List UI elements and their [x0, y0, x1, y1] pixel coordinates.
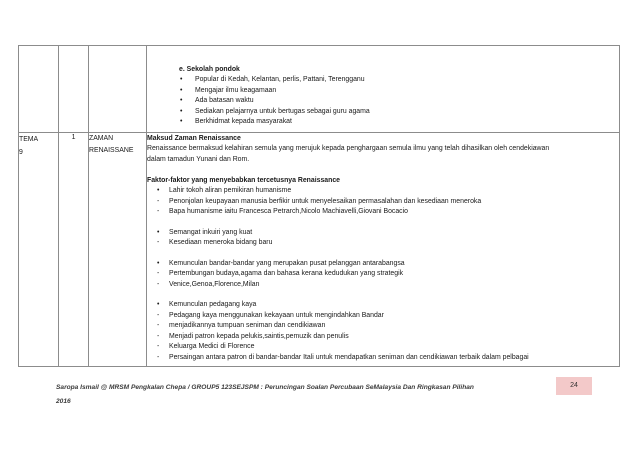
- paragraph-line: Renaissance bermaksud kelahiran semula yang merujuk kepada penghargaan semula ilmu yang telah dihasilkan oleh cendekiawan: [147, 145, 550, 152]
- list-item: • Mengajar ilmu keagamaan: [147, 86, 619, 97]
- theme-cell: [19, 133, 59, 367]
- bullet-icon: •: [157, 228, 160, 236]
- table-row: [19, 133, 620, 367]
- dash-icon: -: [157, 208, 160, 215]
- section-heading: Maksud Zaman Renaissance: [147, 135, 241, 142]
- list-item: • Kemunculan bandar-bandar yang merupakan pusat pelanggan antarabangsa: [147, 259, 619, 270]
- dash-icon: -: [157, 332, 160, 340]
- list-item: - Kesediaan meneroka bidang baru: [147, 238, 619, 249]
- item-number: 1: [59, 133, 89, 367]
- dash-icon: -: [157, 353, 160, 361]
- page-footer: [56, 381, 536, 409]
- bullet-list: [147, 75, 619, 128]
- list-item: - menjadikannya tumpuan seniman dan cendikiawan: [147, 321, 619, 332]
- content-cell: [147, 133, 620, 367]
- dash-icon: -: [157, 280, 160, 288]
- list-item: • Popular di Kedah, Kelantan, perlis, Pattani, Terengganu: [147, 75, 619, 86]
- empty-cell: [89, 46, 147, 133]
- bullet-icon: •: [180, 107, 183, 115]
- bullet-icon: •: [180, 86, 183, 94]
- empty-cell: [19, 46, 59, 133]
- list-item: - Pertembungan budaya,agama dan bahasa kerana kedudukan yang strategik: [147, 269, 619, 280]
- list-item: • Lahir tokoh aliran pemikiran humanisme: [147, 186, 619, 197]
- content-cell: [147, 46, 620, 133]
- table-row: [19, 46, 620, 133]
- section-title: e. Sekolah pondok: [179, 66, 240, 73]
- dash-icon: -: [157, 239, 160, 246]
- dash-icon: -: [157, 343, 160, 350]
- bullet-icon: •: [180, 118, 183, 126]
- bullet-icon: •: [157, 301, 160, 308]
- theme-number: 9: [19, 149, 23, 156]
- list-item: - Menjadi patron kepada pelukis,saintis,pemuzik dan penulis: [147, 332, 619, 343]
- bullet-icon: •: [180, 97, 183, 105]
- topic-line: ZAMAN: [89, 135, 114, 142]
- list-item: • Berkhidmat kepada masyarakat: [147, 117, 619, 128]
- paragraph-line: dalam tamadun Yunani dan Rom.: [147, 155, 250, 163]
- theme-label: TEMA: [19, 136, 39, 143]
- list-item: • Sediakan pelajarnya untuk bertugas sebagai guru agama: [147, 107, 619, 118]
- list-item: - Keluarga Medici di Florence: [147, 342, 619, 353]
- empty-cell: [59, 46, 89, 133]
- list-item: - Venice,Genoa,Florence,Milan: [147, 280, 619, 291]
- list-item: - Bapa humanisme iaitu Francesca Petrarch,Nicolo Machiavelli,Giovani Bocacio: [147, 207, 619, 218]
- list-item: • Kemunculan pedagang kaya: [147, 300, 619, 311]
- list-item: - Pedagang kaya menggunakan kekayaan untuk mengindahkan Bandar: [147, 311, 619, 322]
- dash-icon: -: [157, 311, 160, 319]
- bullet-icon: •: [157, 187, 160, 194]
- list-item: - Penonjolan keupayaan manusia berfikir untuk menyelesaikan permasalahan dan kesediaan meneroka: [147, 197, 619, 208]
- bullet-icon: •: [180, 76, 183, 83]
- topic-line: RENAISSANE: [89, 147, 134, 154]
- footer-text: Saropa Ismail @ MRSM Pengkalan Chepa / GROUP5 123SEJSPM : Peruncingan Soalan Percubaan SeMalaysia Dan Ringkasan Pilihan: [56, 384, 474, 391]
- list-item: • Semangat inkuiri yang kuat: [147, 228, 619, 239]
- list-item: • Ada batasan waktu: [147, 96, 619, 107]
- dash-icon: -: [157, 270, 160, 277]
- section-heading: Faktor-faktor yang menyebabkan tercetusnya Renaissance: [147, 177, 341, 184]
- notes-table: [18, 45, 620, 367]
- page-number: 24: [556, 377, 592, 395]
- dash-icon: -: [157, 322, 160, 329]
- list-item: - Persaingan antara patron di bandar-bandar Itali untuk mendapatkan seniman dan cendikiawan terbaik dalam pelbagai: [147, 353, 619, 364]
- dash-icon: -: [157, 197, 160, 205]
- topic-cell: [89, 133, 147, 367]
- bullet-icon: •: [157, 259, 160, 267]
- footer-year: 2016: [56, 398, 71, 405]
